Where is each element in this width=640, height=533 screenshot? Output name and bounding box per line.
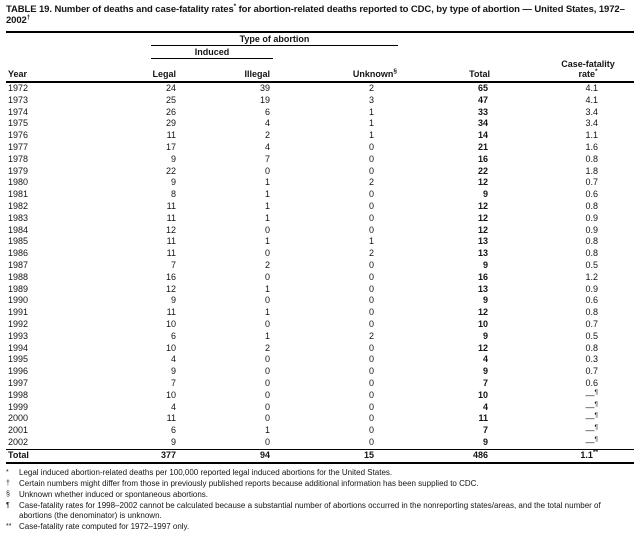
- cell-rate: 0.7: [585, 318, 598, 329]
- table-row: [6, 142, 634, 154]
- cell-legal: 26: [165, 106, 176, 117]
- cell-unknown: 0: [368, 342, 374, 353]
- cell-legal: 9: [170, 153, 176, 164]
- cell-year: 1995: [8, 354, 29, 365]
- cell-legal: 7: [170, 377, 176, 388]
- table-row: [6, 402, 634, 414]
- cell-legal: 12: [165, 224, 176, 235]
- table-row: [6, 166, 634, 178]
- table-row: [6, 425, 634, 437]
- group-header-induced: Induced: [151, 45, 273, 58]
- cell-rate: 0.8: [585, 200, 598, 211]
- cell-illegal: 1: [264, 307, 270, 318]
- table-row: [6, 295, 634, 307]
- footnote-marker: **: [6, 523, 12, 530]
- footnote-marker: ¶: [6, 502, 10, 509]
- cell-illegal: 0: [264, 366, 270, 377]
- cell-year: 1977: [8, 141, 29, 152]
- cell-illegal: 1: [264, 330, 270, 341]
- cell-unknown: 0: [368, 153, 374, 164]
- table-title: [6, 4, 634, 26]
- footnote-ref-paragraph: ¶: [594, 412, 598, 420]
- cell-illegal: 0: [264, 165, 270, 176]
- cell-rate: 0.6: [585, 377, 598, 388]
- cell-legal: 9: [170, 177, 176, 188]
- footnotes: [6, 468, 634, 533]
- cell-unknown: 1: [368, 118, 374, 129]
- cell-illegal: 0: [264, 401, 270, 412]
- cell-total: 4: [482, 401, 488, 412]
- footnote-ref-paragraph: ¶: [594, 400, 598, 408]
- cell-total: 12: [477, 342, 488, 353]
- cell-illegal: 1: [264, 236, 270, 247]
- cell-legal: 24: [165, 83, 176, 93]
- cell-unknown: 0: [368, 271, 374, 282]
- table-row: [6, 107, 634, 119]
- cell-year: 1978: [8, 153, 29, 164]
- cell-rate: 0.6: [585, 189, 598, 200]
- cell-year: 1992: [8, 318, 29, 329]
- cell-total: 9: [482, 366, 488, 377]
- table-row: [6, 366, 634, 378]
- cell-year: 1997: [8, 377, 29, 388]
- footnote: [6, 479, 634, 490]
- cell-unknown: 0: [368, 425, 374, 436]
- table-row: [6, 319, 634, 331]
- table-row: [6, 95, 634, 107]
- cell-year: 1974: [8, 106, 29, 117]
- cell-illegal: 2: [264, 130, 270, 141]
- cell-year: 1988: [8, 271, 29, 282]
- cell-unknown: 2: [368, 248, 374, 259]
- footnote-marker: *: [6, 469, 9, 476]
- cell-unknown: 0: [368, 283, 374, 294]
- cell-total: 12: [477, 224, 488, 235]
- footnote-text: Legal induced abortion-related deaths per 100,000 reported legal induced abortions for the United States.: [19, 467, 393, 477]
- cell-rate: 3.4: [585, 106, 598, 117]
- cell-rate: —¶: [585, 388, 598, 400]
- total-rate-value: 1.1: [580, 449, 593, 460]
- table-body: [6, 82, 634, 449]
- cell-illegal: 0: [264, 224, 270, 235]
- footnote-text: Case-fatality rates for 1998–2002 cannot be calculated because a substantial number of abortions occurred in the nonreporting states/areas, and the total number of abortions (the denominator) is unknown.: [19, 500, 601, 520]
- cell-year: 1998: [8, 389, 29, 400]
- cell-total: 10: [477, 318, 488, 329]
- cell-unknown: 3: [368, 94, 374, 105]
- footnote-ref-paragraph: ¶: [594, 388, 598, 396]
- footnote-marker: §: [6, 491, 10, 498]
- cell-year: 1987: [8, 259, 29, 270]
- table-row: [6, 225, 634, 237]
- cell-legal: 11: [166, 307, 176, 318]
- cell-illegal: 1: [264, 189, 270, 200]
- cell-total: 12: [477, 200, 488, 211]
- table-row: [6, 307, 634, 319]
- cell-legal: 10: [165, 342, 176, 353]
- cell-legal: 4: [170, 354, 176, 365]
- cell-total: 16: [477, 271, 488, 282]
- cell-unknown: 0: [368, 189, 374, 200]
- footnote-marker: †: [6, 480, 10, 487]
- table-header: [6, 32, 634, 82]
- cell-rate: 1.8: [585, 165, 598, 176]
- cell-year: 1976: [8, 130, 29, 141]
- cell-total: 9: [482, 436, 488, 447]
- cell-legal: 8: [170, 189, 176, 200]
- cell-total: 12: [477, 307, 488, 318]
- cell-rate: 3.4: [585, 118, 598, 129]
- table-row: [6, 201, 634, 213]
- table-row: [6, 390, 634, 402]
- table-row: [6, 354, 634, 366]
- cell-year: 1999: [8, 401, 29, 412]
- total-rate: [492, 449, 634, 462]
- cell-total: 16: [477, 153, 488, 164]
- table-row: [6, 413, 634, 425]
- cell-total: 33: [477, 106, 488, 117]
- footnote: [6, 501, 634, 522]
- cell-total: 9: [482, 330, 488, 341]
- cell-illegal: 19: [259, 94, 270, 105]
- cell-rate: 0.9: [585, 283, 598, 294]
- cell-rate: —¶: [585, 424, 598, 436]
- cell-year: 1980: [8, 177, 29, 188]
- cell-year: 1983: [8, 212, 29, 223]
- cell-rate: 1.2: [585, 271, 598, 282]
- rate-header-line1: Case-fatality: [561, 59, 615, 69]
- cell-legal: 29: [165, 118, 176, 129]
- cell-illegal: 0: [264, 271, 270, 282]
- cell-legal: 7: [170, 259, 176, 270]
- cell-illegal: 0: [264, 436, 270, 447]
- cell-legal: 11: [166, 130, 176, 141]
- cell-legal: 9: [170, 295, 176, 306]
- column-header-unknown-text: Unknown: [352, 69, 394, 79]
- cell-unknown: 0: [368, 165, 374, 176]
- column-header-year: Year: [6, 32, 151, 82]
- cell-unknown: 0: [368, 389, 374, 400]
- cell-legal: 12: [165, 283, 176, 294]
- cell-unknown: 0: [368, 295, 374, 306]
- cell-year: 2002: [8, 436, 29, 447]
- cell-total: 9: [482, 259, 488, 270]
- cell-unknown: 2: [368, 83, 374, 93]
- cell-rate: 0.7: [585, 177, 598, 188]
- cell-year: 2000: [8, 413, 29, 424]
- total-illegal: 94: [179, 449, 273, 462]
- cell-legal: 25: [165, 94, 176, 105]
- cell-rate: 0.8: [585, 153, 598, 164]
- cell-illegal: 4: [264, 141, 270, 152]
- cell-rate: 0.9: [585, 224, 598, 235]
- cell-year: 1991: [8, 307, 29, 318]
- cell-legal: 6: [170, 330, 176, 341]
- footnote-ref-dagger: †: [26, 13, 31, 21]
- cell-rate: 4.1: [585, 83, 598, 93]
- table-row: [6, 284, 634, 296]
- cell-total: 13: [477, 283, 488, 294]
- column-header-unknown: [273, 58, 398, 82]
- cell-legal: 16: [165, 271, 176, 282]
- cell-total: 9: [482, 295, 488, 306]
- deaths-by-abortion-type-table: [6, 31, 634, 464]
- footnote-ref-section: §: [393, 68, 397, 75]
- cell-rate: 0.8: [585, 307, 598, 318]
- cell-legal: 10: [165, 389, 176, 400]
- cell-rate: 0.8: [585, 236, 598, 247]
- column-header-legal: Legal: [151, 58, 179, 82]
- table-row: [6, 82, 634, 95]
- table-row: [6, 260, 634, 272]
- cell-legal: 9: [170, 436, 176, 447]
- cell-rate: 0.9: [585, 212, 598, 223]
- cell-illegal: 4: [264, 118, 270, 129]
- cell-illegal: 1: [264, 200, 270, 211]
- cell-year: 1972: [8, 83, 29, 93]
- cell-rate: 0.5: [585, 259, 598, 270]
- cell-year: 2001: [8, 425, 29, 436]
- column-header-case-fatality-rate: [492, 32, 634, 82]
- table-row: [6, 437, 634, 449]
- cell-illegal: 39: [259, 83, 270, 93]
- cell-total: 47: [477, 94, 488, 105]
- table-row: [6, 177, 634, 189]
- total-total: 486: [398, 449, 492, 462]
- cell-legal: 11: [166, 212, 176, 223]
- cell-unknown: 0: [368, 366, 374, 377]
- cell-illegal: 6: [264, 106, 270, 117]
- footnote-text: Unknown whether induced or spontaneous abortions.: [19, 489, 209, 499]
- cell-unknown: 0: [368, 259, 374, 270]
- table-row: [6, 118, 634, 130]
- cell-unknown: 0: [368, 401, 374, 412]
- footnote-text: Case-fatality rate computed for 1972–1997 only.: [19, 521, 190, 531]
- table-row: [6, 154, 634, 166]
- column-header-total: Total: [398, 32, 492, 82]
- table-row: [6, 248, 634, 260]
- cell-year: 1986: [8, 248, 29, 259]
- column-header-illegal: Illegal: [179, 58, 273, 82]
- cell-illegal: 0: [264, 354, 270, 365]
- footnote-ref-paragraph: ¶: [594, 435, 598, 443]
- cell-unknown: 2: [368, 177, 374, 188]
- cell-illegal: 1: [264, 177, 270, 188]
- cell-total: 10: [477, 389, 488, 400]
- table-row: [6, 378, 634, 390]
- cell-unknown: 0: [368, 436, 374, 447]
- cell-rate: 0.3: [585, 354, 598, 365]
- cell-year: 1981: [8, 189, 29, 200]
- cell-illegal: 2: [264, 342, 270, 353]
- table-row: [6, 343, 634, 355]
- cell-illegal: 1: [264, 425, 270, 436]
- header-spacer: [273, 45, 398, 58]
- cell-year: 1996: [8, 366, 29, 377]
- cell-rate: —¶: [585, 435, 598, 447]
- cell-legal: 10: [165, 318, 176, 329]
- table-title-text: TABLE 19. Number of deaths and case-fatality rates: [6, 4, 234, 15]
- table-total-row: [6, 449, 634, 462]
- footnote-text: Certain numbers might differ from those in previously published reports because additional information has been supplied to CDC.: [19, 478, 479, 488]
- cell-unknown: 0: [368, 307, 374, 318]
- group-header-type-of-abortion: Type of abortion: [151, 32, 398, 45]
- table-row: [6, 272, 634, 284]
- cell-unknown: 0: [368, 224, 374, 235]
- cell-total: 12: [477, 212, 488, 223]
- cell-unknown: 0: [368, 212, 374, 223]
- cell-total: 12: [477, 177, 488, 188]
- cell-unknown: 1: [368, 106, 374, 117]
- cell-unknown: 0: [368, 141, 374, 152]
- table-row: [6, 331, 634, 343]
- cell-year: 1982: [8, 200, 29, 211]
- cell-rate: 0.5: [585, 330, 598, 341]
- cell-total: 14: [477, 130, 488, 141]
- cell-rate: 4.1: [585, 94, 598, 105]
- cell-legal: 22: [165, 165, 176, 176]
- footnote: [6, 468, 634, 479]
- total-label: Total: [6, 449, 151, 462]
- footnote: [6, 522, 634, 533]
- cell-year: 1990: [8, 295, 29, 306]
- cell-rate: 0.8: [585, 248, 598, 259]
- table-row: [6, 130, 634, 142]
- cell-rate: 0.6: [585, 295, 598, 306]
- table-row: [6, 189, 634, 201]
- cell-unknown: 0: [368, 377, 374, 388]
- cell-total: 11: [478, 413, 488, 424]
- cell-total: 7: [482, 425, 488, 436]
- cell-illegal: 1: [264, 212, 270, 223]
- cell-illegal: 2: [264, 259, 270, 270]
- cell-rate: —¶: [585, 412, 598, 424]
- cell-legal: 11: [166, 236, 176, 247]
- cell-unknown: 1: [368, 236, 374, 247]
- cell-total: 13: [477, 236, 488, 247]
- cell-legal: 11: [166, 200, 176, 211]
- cell-total: 9: [482, 189, 488, 200]
- cell-year: 1973: [8, 94, 29, 105]
- cell-total: 21: [477, 141, 488, 152]
- cell-total: 7: [482, 377, 488, 388]
- cell-legal: 6: [170, 425, 176, 436]
- cell-illegal: 0: [264, 377, 270, 388]
- cell-illegal: 0: [264, 413, 270, 424]
- cell-rate: —¶: [585, 400, 598, 412]
- cell-legal: 4: [170, 401, 176, 412]
- table-row: [6, 213, 634, 225]
- cell-legal: 9: [170, 366, 176, 377]
- cell-illegal: 1: [264, 283, 270, 294]
- cell-total: 65: [477, 83, 488, 93]
- total-legal: 377: [151, 449, 179, 462]
- cell-unknown: 1: [368, 130, 374, 141]
- footnote-ref-paragraph: ¶: [594, 424, 598, 432]
- table-row: [6, 236, 634, 248]
- cell-year: 1984: [8, 224, 29, 235]
- cell-rate: 0.8: [585, 342, 598, 353]
- cell-rate: 1.1: [585, 130, 598, 141]
- cell-legal: 11: [166, 248, 176, 259]
- cell-illegal: 0: [264, 318, 270, 329]
- cell-year: 1989: [8, 283, 29, 294]
- footnote-ref-star-rate: *: [594, 68, 598, 75]
- table-title-text-2: for abortion-related deaths reported to CDC, by type of abortion — United States, 1972–2002: [6, 4, 625, 26]
- rate-header-line2: rate: [578, 69, 595, 79]
- cell-illegal: 0: [264, 248, 270, 259]
- cell-illegal: 0: [264, 295, 270, 306]
- cell-year: 1993: [8, 330, 29, 341]
- cell-legal: 11: [166, 413, 176, 424]
- footnote-ref-star: *: [233, 2, 237, 10]
- footnote-ref-double-star: **: [592, 448, 598, 456]
- cell-unknown: 2: [368, 330, 374, 341]
- cell-illegal: 0: [264, 389, 270, 400]
- footnote: [6, 490, 634, 501]
- cell-year: 1979: [8, 165, 29, 176]
- cell-year: 1985: [8, 236, 29, 247]
- cell-total: 34: [477, 118, 488, 129]
- total-row: [6, 449, 634, 462]
- cell-legal: 17: [165, 141, 176, 152]
- cell-year: 1975: [8, 118, 29, 129]
- cell-unknown: 0: [368, 200, 374, 211]
- cell-total: 22: [477, 165, 488, 176]
- cell-unknown: 0: [368, 413, 374, 424]
- cell-illegal: 7: [264, 153, 270, 164]
- cell-year: 1994: [8, 342, 29, 353]
- cell-unknown: 0: [368, 354, 374, 365]
- total-unknown: 15: [273, 449, 398, 462]
- cell-unknown: 0: [368, 318, 374, 329]
- cell-rate: 0.7: [585, 366, 598, 377]
- cell-rate: 1.6: [585, 141, 598, 152]
- cell-total: 4: [482, 354, 488, 365]
- cell-total: 13: [477, 248, 488, 259]
